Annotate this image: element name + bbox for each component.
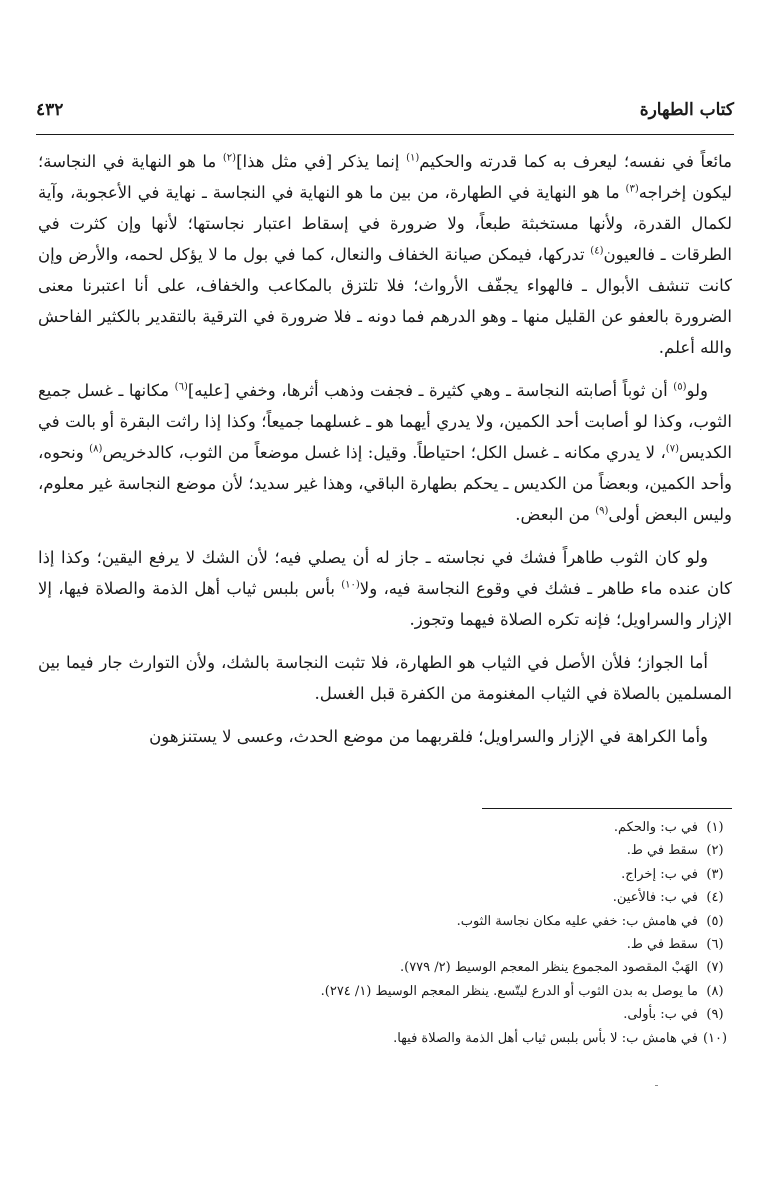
text-run: ما هو النهاية في الطهارة، من بين ما هو النهاية في النجاسة ـ نهاية في الأعجوبة، وآية لكمال القدرة، ولأنها مستخبثة طبعاً، ولا ضرورة في إسقاط اعتبار نجاستها؛ لأنها وإن كثرت في الطرقات ـ فالعيون bbox=[38, 183, 732, 264]
footnote-ref: (١) bbox=[406, 152, 420, 164]
page-number: ٤٣٢ bbox=[36, 100, 64, 120]
text-run: ولو كان الثوب طاهراً فشك في نجاسته ـ جاز له أن يصلي فيه؛ لأن الشك لا يرفع اليقين؛ وكذا إذا كان عنده ماء طاهر ـ فشك في وقوع النجاسة فيه، ولا bbox=[38, 548, 732, 598]
footnote-text: في ب: إخراج. bbox=[621, 866, 698, 882]
footnote-text: في ب: فالأعين. bbox=[612, 890, 698, 906]
footnote-ref: (٤) bbox=[590, 245, 604, 257]
footnote-ref: (١٠) bbox=[341, 579, 360, 591]
text-run: إنما يذكر [في مثل هذا] bbox=[236, 152, 407, 171]
footnote bbox=[38, 980, 732, 1003]
text-run: ونحوه، وأحد الكمين، وبعضاً من الكديس ـ يحكم بطهارة الباقي، وهذا غير سديد؛ لأن موضع النجاسة غير معلوم، وليس البعض أولى bbox=[38, 443, 732, 524]
text-run: ، لا يدري مكانه ـ غسل الكل؛ احتياطاً. وقيل: إذا غسل موضعاً من الثوب، كالدخريص bbox=[102, 443, 666, 462]
footnote-text: في ب: والحكم. bbox=[613, 820, 698, 835]
footnote-text: سقط في ط. bbox=[626, 937, 698, 953]
footnote-text: في هامش ب: خفي عليه مكان نجاسة الثوب. bbox=[456, 913, 698, 929]
footnote-text: سقط في ط. bbox=[626, 843, 698, 859]
text-run: أن ثوباً أصابته النجاسة ـ وهي كثيرة ـ فجفت وذهب أثرها، وخفي [عليه] bbox=[187, 381, 674, 400]
text-run: تدركها، فيمكن صيانة الخفاف والنعال، كما في بول ما لا يؤكل لحمه، والأرض وإن كانت تنشف الأبوال ـ فالهواء يجفّف الأرواث؛ فلا تلتزق بالمكاعب والخفاف، على أنا اعتبرنا معنى الضرورة بالعفو عن القليل منها ـ وهو الدرهم فما دونه ـ فلا ضرورة في الترقية بالتقدير بالكثير الفاحش والله أعلم. bbox=[38, 245, 732, 357]
footnote-ref: (٥) bbox=[673, 381, 687, 393]
footnote bbox=[38, 816, 732, 839]
footnote-ref: (٣) bbox=[625, 183, 639, 195]
footnote-separator bbox=[482, 808, 732, 809]
footnote-number: (٣) bbox=[706, 866, 724, 882]
footnote-ref: (٢) bbox=[222, 152, 237, 164]
text-run: ما هو النهاية في النجاسة؛ ليكون إخراجه bbox=[38, 152, 732, 202]
footnote-ref: (٨) bbox=[89, 443, 103, 455]
footnote-ref: (٧) bbox=[665, 443, 679, 455]
text-run: من البعض. bbox=[515, 505, 596, 524]
text-run: بأس بلبس ثياب أهل الذمة والصلاة فيها، إلا الإزار والسراويل؛ فإنه تكره الصلاة فيهما وتجوز. bbox=[38, 579, 732, 629]
footnote-number: (٢) bbox=[706, 843, 724, 859]
text-run: مائعاً في نفسه؛ ليعرف به كما قدرته والحكيم bbox=[419, 152, 732, 171]
footnote bbox=[38, 910, 732, 933]
footnote-text: الهَبْ المقصود المجموع ينظر المعجم الوسيط (٢/ ٧٧٩). bbox=[399, 960, 698, 976]
footnote-number: (٩) bbox=[706, 1007, 724, 1023]
paragraph bbox=[38, 647, 732, 709]
footnote bbox=[38, 956, 732, 979]
footnote bbox=[38, 886, 732, 909]
footnote bbox=[38, 839, 732, 862]
text-run: مكانها ـ غسل جميع الثوب، وكذا لو أصابت أحد الكمين، ولا يدري أيهما هو ـ غسلهما جميعاً؛ وكذا إذا راثت البقرة أو بالت في الكديس bbox=[38, 381, 732, 462]
running-header bbox=[36, 100, 734, 134]
footnote-number: (٦) bbox=[706, 937, 724, 953]
paragraph bbox=[38, 721, 732, 752]
footnote bbox=[38, 863, 732, 886]
text-run: ولو bbox=[686, 381, 708, 400]
footnote-ref: (٩) bbox=[595, 505, 609, 517]
footnote bbox=[38, 933, 732, 956]
text-run: أما الجواز؛ فلأن الأصل في الثياب هو الطهارة، فلا تثبت النجاسة بالشك، ولأن التوارث جار فيما بين المسلمين بالصلاة في الثياب المغنومة من الكفرة قبل الغسل. bbox=[38, 653, 732, 703]
footnotes-list bbox=[38, 816, 732, 1050]
footnote-number: (١٠) bbox=[702, 1030, 728, 1046]
header-rule bbox=[36, 134, 734, 135]
footnote-text: في هامش ب: لا بأس بلبس ثياب أهل الذمة والصلاة فيها. bbox=[393, 1030, 698, 1046]
footnote bbox=[38, 1027, 732, 1050]
footnote-text: ما يوصل به بدن الثوب أو الدرع ليتّسع. ينظر المعجم الوسيط (١/ ٢٧٤). bbox=[320, 983, 698, 999]
main-text bbox=[38, 146, 732, 764]
footnote bbox=[38, 1003, 732, 1026]
footnote-text: في ب: بأولى. bbox=[623, 1007, 698, 1023]
footnote-ref: (٦) bbox=[174, 381, 188, 393]
text-run: وأما الكراهة في الإزار والسراويل؛ فلقربهما من موضع الحدث، وعسى لا يستنزهون bbox=[149, 727, 708, 746]
footnote-number: (٧) bbox=[706, 960, 724, 976]
footnote-number: (٨) bbox=[706, 983, 724, 999]
footnote-number: (٥) bbox=[706, 913, 724, 929]
paragraph bbox=[38, 375, 732, 530]
paragraph bbox=[38, 146, 732, 363]
paragraph bbox=[38, 542, 732, 635]
footnote-number: (١) bbox=[706, 820, 724, 835]
footnote-number: (٤) bbox=[706, 890, 724, 906]
chapter-title: كتاب الطهارة bbox=[639, 100, 734, 120]
page-mark bbox=[655, 1085, 658, 1086]
